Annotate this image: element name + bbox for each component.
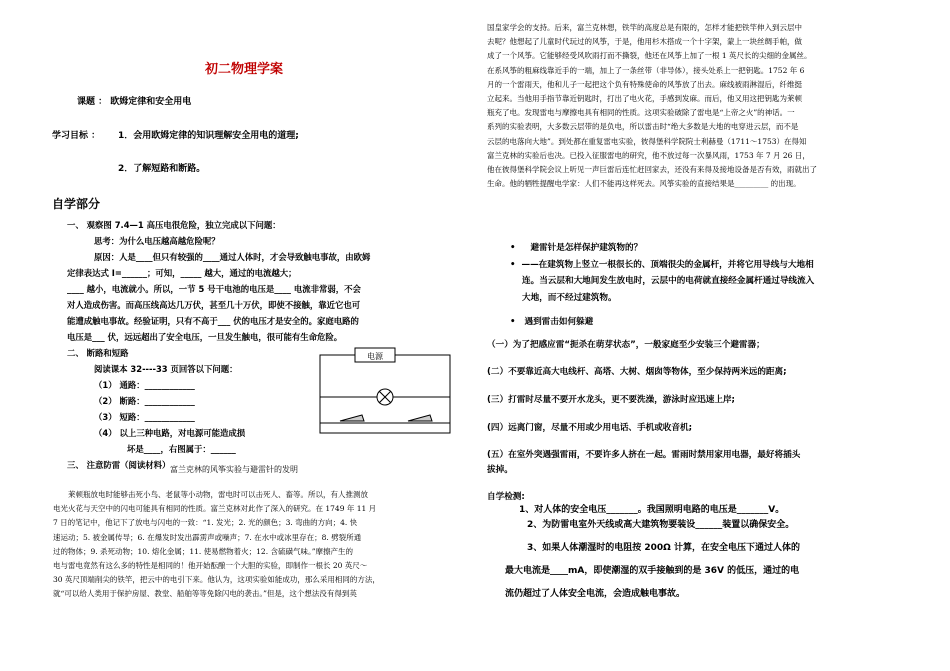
section2-heading: 二、 断路和短路 xyxy=(67,348,129,358)
section1-heading: 一、 观察图 7.4—1 高压电很危险，独立完成以下问题： xyxy=(67,220,281,230)
reading-right-line: 立起来。当他用手指节靠近钥匙时，打出了电火花，手感到发麻。而后，他又用这把钥匙为莱顿 xyxy=(487,94,802,104)
check-q3c: 流仍超过了人体安全电流，会造成触电事故。 xyxy=(505,589,686,599)
goal-label: 学习目标 ： xyxy=(52,131,101,141)
reading-left-line: 过的物体；9. 杀死动物；10. 熔化金属；11. 使易燃物着火；12. 含硫磺气味。”摩擦产生的 xyxy=(53,546,354,556)
section3-heading: 三、 注意防雷（阅读材料） xyxy=(67,460,171,470)
tip-5a: (五）在室外突遇强雷雨，不要许多人挤在一起。雷雨时禁用家用电器，最好将插头 xyxy=(487,450,801,460)
section1-line5: 能遭成触电事故。经验证明，只有不高于___ 伏的电压才是安全的。家庭电路的 xyxy=(67,316,359,326)
reading-left-line: 就“可以给人类用于保护房屋、教堂、船舶等等免除闪电的袭击。”但是，这个想法没有得到英 xyxy=(53,589,357,599)
answer-line2: 连。当云层和大地间发生放电时，云层中的电荷就直接经金属杆通过导线流入 xyxy=(522,276,815,286)
reading-right-line: 月的一个雷雨天，他和儿子一起把这个负有特殊使命的风筝放了出去。麻线被雨淋湿后，纤维挺 xyxy=(487,79,802,89)
reading-right-line: 瓶充了电。发现雷电与摩擦电具有相同的性质。这项实验破除了雷电是“上帝之火”的神话。一 xyxy=(487,108,795,118)
reading-right-line: 云层的电落向大地”。到处都在重复雷电实验，彼得堡科学院院士利赫曼（1711～1753）在得知 xyxy=(487,136,807,146)
reading-left-line: 电光火花与天空中的闪电可能具有相同的性质。富兰克林对此作了深入的研究。在 1749 年 11 月 xyxy=(53,504,377,514)
section1-line2: 定律表达式 I=______；可知，_____ 越大，通过的电流越大； xyxy=(67,268,297,278)
check-q3b: 最大电流是____mA，即使潮湿的双手接触到的是 36V 的低压，通过的电 xyxy=(505,566,800,576)
section1-line1: 原因：人是____但只有较强的____通过人体时，才会导致触电事故，由欧姆 xyxy=(94,252,371,262)
tip-3: (三）打雷时尽量不要开水龙头，更不要洗澡，游泳时应迅速上岸; xyxy=(487,395,735,405)
circuit-label: 电源 xyxy=(367,352,383,361)
question-lightning-rod: • 避雷针是怎样保护建筑物的？ xyxy=(510,243,643,253)
reading-left-column xyxy=(53,488,471,602)
page-title: 初二物理学案 xyxy=(205,62,284,77)
clip-icon xyxy=(340,415,364,421)
section2-item3: （3） 短路：____________ xyxy=(94,412,195,422)
check-q3a: 3、如果人体潮湿时的电阻按 200Ω 计算，在安全电压下通过人体的 xyxy=(527,543,800,553)
reading-left-line: 速运动；5. 被金属传导；6. 在爆发时发出霹雳声或噪声；7. 在水中或冰里存在；8. 劈裂所通 xyxy=(53,532,362,542)
section1-line6: 电压是___ 伏，远远超出了安全电压，一旦发生触电，很可能有生命危险。 xyxy=(67,332,343,342)
reading-title: 富兰克林的风筝实验与避雷针的发明 xyxy=(170,465,298,474)
reading-left-line: 7 日的笔记中，他记下了放电与闪电的一致：“1. 发光；2. 光的颜色；3. 弯曲的方向；4. 快 xyxy=(53,518,358,528)
check-q1: 1、对人体的安全电压_______。我国照明电路的电压是_______V。 xyxy=(519,505,785,515)
check-heading: 自学检测: xyxy=(487,492,525,502)
section2-item4a: （4） 以上三种电路，对电源可能造成损 xyxy=(94,428,246,438)
reading-left-line: 30 英尺顶端削尖的铁竿，把云中的电引下来。他认为，这项实验如能成功，那么采用相同的方法， xyxy=(53,575,380,585)
reading-right-line: 富兰克林的实验后也决。已投入征服雷电的研究，他不放过每一次暴风雨，1753 年 7 月 26 日， xyxy=(487,150,810,160)
tip-2: (二）不要靠近高大电线杆、高塔、大树、烟囱等物体，至少保持两米远的距离; xyxy=(487,367,787,377)
reading-left-line: 莱顿瓶放电时能够击死小鸟、老鼠等小动物，雷电时可以击死人、畜等。所以，有人推测放 xyxy=(68,490,368,499)
reading-right-line: 生命。他的牺牲提醒电学家：人们不能再这样死去。风筝实验的直接结果是_________ 的出现。 xyxy=(487,179,801,189)
question-avoid: • 遇到雷击如何躲避 xyxy=(510,317,594,327)
section2-item4b: 坏是____，右图属于：______ xyxy=(127,444,236,454)
section1-line3: ____ 越小，电流就小。所以，一节 5 号干电池的电压是____ 电流非常弱，不会 xyxy=(67,284,361,294)
circuit-diagram xyxy=(310,345,460,440)
answer-line1: • ——在建筑物上竖立一根很长的、顶端很尖的金属杆，并将它用导线与大地相 xyxy=(510,259,814,270)
topic-line: 课题 ： 欧姆定律和安全用电 xyxy=(77,97,192,107)
reading-left-line: 电与雷电竟然有这么多的特性是相同的！他开始酝酿一个大胆的实验，即制作一根长 20 英尺～ xyxy=(53,561,368,571)
goal-1: 1．会用欧姆定律的知识理解安全用电的道理; xyxy=(118,131,299,141)
self-study-heading: 自学部分 xyxy=(52,197,101,211)
section2-read: 阅读课本 32----33 页回答以下问题： xyxy=(94,364,238,374)
tip-4: (四）远离门窗，尽量不用或少用电话、手机或收音机; xyxy=(487,423,693,433)
section2-item1: （1） 通路：____________ xyxy=(94,380,195,390)
reading-right-line: 去呢？他想起了儿童时代玩过的风筝，于是，他用杉木搭成一个十字架，蒙上一块丝绸手帕，做 xyxy=(487,37,802,47)
answer-line3: 大地，而不经过建筑物。 xyxy=(522,292,617,303)
reading-right-line: 成了一个风筝。它能够经受风吹雨打而不撕裂，他还在风筝上加了一根 1 英尺长的尖细的金属丝。 xyxy=(487,51,812,61)
reading-right-line: 国皇家学会的支持。后来，富兰克林想，铁竿的高度总是有限的，怎样才能把铁竿伸入到云层中 xyxy=(487,23,802,32)
check-q2: 2、为防雷电室外天线或高大建筑物要装设______装置以确保安全。 xyxy=(527,520,795,530)
goal-2: 2．了解短路和断路。 xyxy=(118,164,206,174)
section1-think: 思考：为什么电压越高越危险呢？ xyxy=(94,236,220,246)
reading-right-line: 系列的实验表明，大多数云层带的是负电，所以雷击时“绝大多数是大地的电穿进云层，而不是 xyxy=(487,122,799,132)
section1-line4: 对人造成伤害。而高压线高达几万伏，甚至几十万伏，即使不接触，靠近它也可 xyxy=(67,300,361,310)
tip-1: （一）为了把感应雷“扼杀在萌芽状态”，一般家庭至少安装三个避雷器； xyxy=(487,340,765,350)
reading-right-line: 在系风筝的粗麻线靠近手的一端，加上了一条丝带（非导体），接头处系上一把钥匙。1752 年 6 xyxy=(487,65,805,75)
reading-right-column xyxy=(487,21,917,191)
clip-icon xyxy=(408,415,432,421)
reading-right-line: 他在彼得堡科学院会议上听见一声巨雷后连忙赶回家去，还没有来得及接地设备是否有效，雨就出了 xyxy=(487,165,817,175)
section2-item2: （2） 断路：____________ xyxy=(94,396,195,406)
tip-5b: 拔掉。 xyxy=(487,465,513,475)
